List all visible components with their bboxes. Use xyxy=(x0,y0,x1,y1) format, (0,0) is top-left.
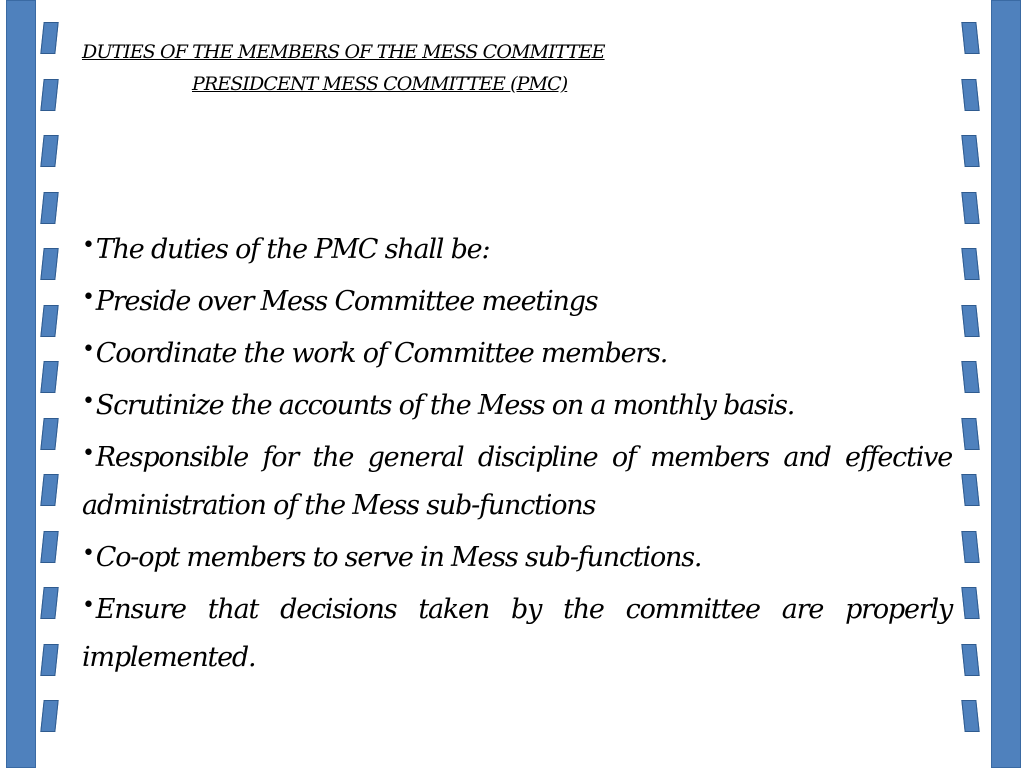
list-item-text: The duties of the PMC shall be: xyxy=(95,234,490,265)
bullet-icon: • xyxy=(82,233,94,258)
left-film-strip xyxy=(6,0,36,768)
left-perforation-hole xyxy=(40,135,58,167)
right-perforation-hole xyxy=(961,418,979,450)
left-perforation-hole xyxy=(40,192,58,224)
list-item xyxy=(82,378,952,430)
right-perforation-hole xyxy=(961,305,979,337)
list-item-text: Coordinate the work of Committee members. xyxy=(95,338,668,369)
list-item-text: Preside over Mess Committee meetings xyxy=(95,286,598,317)
list-item xyxy=(82,326,952,378)
list-item-text: Co-opt members to serve in Mess sub-functions. xyxy=(95,542,702,573)
bullet-icon: • xyxy=(82,593,94,618)
left-perforation-hole xyxy=(40,474,58,506)
right-perforation-hole xyxy=(961,474,979,506)
title-line-2: PRESIDCENT MESS COMMITTEE (PMC) xyxy=(192,73,568,95)
bullet-icon: • xyxy=(82,337,94,362)
right-perforation-hole xyxy=(961,248,979,280)
right-perforation-hole xyxy=(961,700,979,732)
bullet-icon: • xyxy=(82,541,94,566)
list-item xyxy=(82,274,952,326)
list-item-text: Scrutinize the accounts of the Mess on a monthly basis. xyxy=(95,390,795,421)
left-perforation-hole xyxy=(40,361,58,393)
left-perforation-hole xyxy=(40,587,58,619)
right-perforation-hole xyxy=(961,587,979,619)
bullet-icon: • xyxy=(82,441,94,466)
bullet-icon: • xyxy=(82,389,94,414)
left-perforation-hole xyxy=(40,248,58,280)
left-perforation-hole xyxy=(40,305,58,337)
left-perforation-hole xyxy=(40,644,58,676)
right-film-strip xyxy=(991,0,1021,768)
right-perforation-hole xyxy=(961,135,979,167)
left-perforation-hole xyxy=(40,22,58,54)
left-perforation-hole xyxy=(40,418,58,450)
right-perforation-hole xyxy=(961,361,979,393)
list-item-text: Responsible for the general discipline of members and effective administration of the Mess sub-functions xyxy=(82,442,952,521)
left-perforation-hole xyxy=(40,79,58,111)
right-perforation-hole xyxy=(961,79,979,111)
list-item xyxy=(82,222,952,274)
duties-list xyxy=(82,222,952,682)
right-perforation-hole xyxy=(961,644,979,676)
title-line-1: DUTIES OF THE MEMBERS OF THE MESS COMMITTEE xyxy=(82,41,605,63)
list-item-text: Ensure that decisions taken by the committee are properly implemented. xyxy=(82,594,952,673)
list-item xyxy=(82,530,952,582)
list-item xyxy=(82,582,952,682)
right-perforation-hole xyxy=(961,22,979,54)
left-perforation-hole xyxy=(40,700,58,732)
slide-title xyxy=(82,36,762,100)
bullet-icon: • xyxy=(82,285,94,310)
left-perforation-hole xyxy=(40,531,58,563)
right-perforation-hole xyxy=(961,531,979,563)
right-perforation-hole xyxy=(961,192,979,224)
list-item xyxy=(82,430,952,530)
